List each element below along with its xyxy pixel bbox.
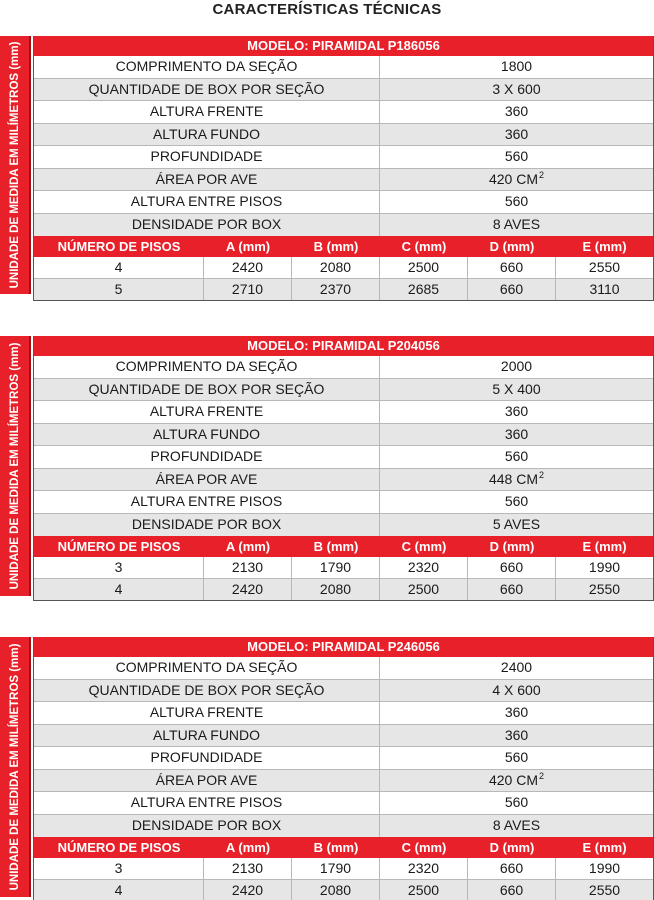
page-title: CARACTERÍSTICAS TÉCNICAS bbox=[212, 1, 442, 18]
spec-row: ALTURA FRENTE 360 bbox=[34, 702, 653, 725]
table-row: 4 2420 2080 2500 660 2550 bbox=[34, 579, 653, 601]
superscript: 2 bbox=[539, 169, 545, 180]
spec-row: ALTURA FRENTE 360 bbox=[34, 101, 653, 124]
spec-row: COMPRIMENTO DA SEÇÃO 1800 bbox=[34, 56, 653, 79]
spec-row: QUANTIDADE DE BOX POR SEÇÃO 4 X 600 bbox=[34, 680, 653, 703]
model-title: MODELO: PIRAMIDAL P204056 bbox=[34, 336, 653, 356]
spec-row: ALTURA FUNDO 360 bbox=[34, 424, 653, 447]
table-row: 4 2420 2080 2500 660 2550 bbox=[34, 257, 653, 279]
spec-row: DENSIDADE POR BOX 8 AVES bbox=[34, 815, 653, 838]
dimension-header: NÚMERO DE PISOS A (mm) B (mm) C (mm) D (mm) E (mm) bbox=[34, 236, 653, 257]
spec-row: ALTURA FUNDO 360 bbox=[34, 124, 653, 147]
spec-row: QUANTIDADE DE BOX POR SEÇÃO 3 X 600 bbox=[34, 79, 653, 102]
spec-row: DENSIDADE POR BOX 8 AVES bbox=[34, 214, 653, 237]
table-row: 3 2130 1790 2320 660 1990 bbox=[34, 557, 653, 579]
spec-row: ALTURA ENTRE PISOS 560 bbox=[34, 491, 653, 514]
unit-side-label: UNIDADE DE MEDIDA EM MILÍMETROS (mm) bbox=[0, 36, 31, 294]
spec-row: DENSIDADE POR BOX 5 AVES bbox=[34, 514, 653, 537]
dimension-header: NÚMERO DE PISOS A (mm) B (mm) C (mm) D (mm) E (mm) bbox=[34, 536, 653, 557]
model-title: MODELO: PIRAMIDAL P186056 bbox=[34, 36, 653, 56]
table-row: 4 2420 2080 2500 660 2550 bbox=[34, 880, 653, 900]
model-block-p186056 bbox=[0, 36, 654, 297]
spec-row: ALTURA FRENTE 360 bbox=[34, 401, 653, 424]
table-row: 5 2710 2370 2685 660 3110 bbox=[34, 279, 653, 301]
spec-row: ALTURA ENTRE PISOS 560 bbox=[34, 792, 653, 815]
model-block-p246056 bbox=[0, 637, 654, 897]
spec-table bbox=[33, 336, 654, 601]
spec-row: PROFUNDIDADE 560 bbox=[34, 446, 653, 469]
unit-side-label: UNIDADE DE MEDIDA EM MILÍMETROS (mm) bbox=[0, 637, 31, 897]
spec-row: ÁREA POR AVE 448 $CM^2$ bbox=[34, 469, 653, 492]
spec-row: ALTURA ENTRE PISOS 560 bbox=[34, 191, 653, 214]
spec-row: COMPRIMENTO DA SEÇÃO 2000 bbox=[34, 356, 653, 379]
model-title: MODELO: PIRAMIDAL P246056 bbox=[34, 637, 653, 657]
dimension-header: NÚMERO DE PISOS A (mm) B (mm) C (mm) D (mm) E (mm) bbox=[34, 837, 653, 858]
table-row: 3 2130 1790 2320 660 1990 bbox=[34, 858, 653, 880]
spec-row: ALTURA FUNDO 360 bbox=[34, 725, 653, 748]
model-block-p204056 bbox=[0, 336, 654, 596]
superscript: 2 bbox=[539, 469, 545, 480]
spec-row: PROFUNDIDADE 560 bbox=[34, 146, 653, 169]
spec-row: COMPRIMENTO DA SEÇÃO 2400 bbox=[34, 657, 653, 680]
spec-row: PROFUNDIDADE 560 bbox=[34, 747, 653, 770]
spec-row: ÁREA POR AVE 420 $CM^2$ bbox=[34, 169, 653, 192]
spec-table bbox=[33, 36, 654, 301]
unit-side-label: UNIDADE DE MEDIDA EM MILÍMETROS (mm) bbox=[0, 336, 31, 596]
spec-table bbox=[33, 637, 654, 900]
spec-row: QUANTIDADE DE BOX POR SEÇÃO 5 X 400 bbox=[34, 379, 653, 402]
superscript: 2 bbox=[539, 770, 545, 781]
spec-row: ÁREA POR AVE 420 $CM^2$ bbox=[34, 770, 653, 793]
